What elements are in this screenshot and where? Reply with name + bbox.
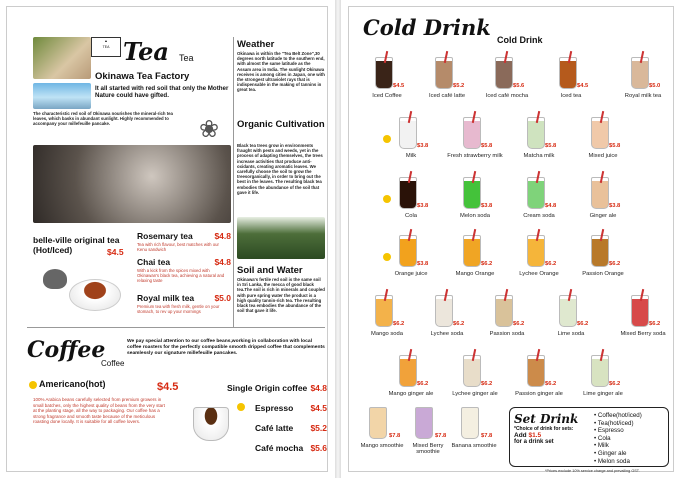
tea-title: Tea: [123, 37, 169, 66]
set-drink-option-label: Coffee(hot/iced): [597, 412, 642, 419]
set-drink-option: [594, 427, 642, 435]
bullet-icon: •: [594, 434, 598, 442]
tea-coffee-page: [6, 6, 328, 472]
drink-price: $5.8: [609, 143, 621, 149]
americano-desc: 100% Arabica beans carefully selected from premium growers in small batches, only the highest quality of beans from the very start at the planting stage, all the way to packaging. Our coffee has a strong fragrance and smooth taste because of the meticulous roasting done locally. It is suitable for all coffee lovers.: [33, 397, 165, 425]
smoothie-price: $7.8: [389, 433, 401, 439]
drink-price: $6.2: [513, 321, 525, 327]
drink-item: [611, 55, 675, 121]
drink-price: $6.2: [453, 321, 465, 327]
drink-price: $6.2: [577, 321, 589, 327]
tea-plantation-photo: [237, 217, 325, 259]
drink-price: $6.2: [417, 381, 429, 387]
set-drink-option: [594, 412, 642, 420]
smoothie-item: [451, 405, 497, 471]
coffee-intro: We pay special attention to our coffee beans,working in collaboration with local coffee roasters for the perfectly compatible smooth dripped coffee that complements seamlessly our signature millefeuille pancakes.: [127, 339, 325, 356]
set-drink-box: [509, 407, 669, 467]
bullet-icon: •: [594, 457, 598, 465]
drink-name: Cola: [405, 213, 417, 219]
page-fold: [335, 0, 341, 478]
drink-price: $6.2: [481, 381, 493, 387]
set-drink-option-label: Cola: [597, 434, 611, 442]
bullet-icon: •: [594, 419, 598, 427]
smoothie-item: [405, 405, 451, 471]
item-price: $5.0: [214, 293, 231, 303]
drink-price: $4.5: [393, 83, 405, 89]
coffee-item-latte: [251, 423, 327, 433]
drink-price: $6.2: [545, 381, 557, 387]
coffee-title: Coffee: [27, 337, 106, 363]
weather-heading: Weather: [237, 39, 275, 50]
coffee-cup-photo: [187, 403, 237, 453]
item-desc: Premium tea with fresh milk, gentle on your stomach, to rev up your mornings: [137, 304, 220, 315]
bullet-icon: •: [594, 449, 598, 457]
set-drink-options: [594, 412, 642, 465]
drink-name: Milk: [405, 153, 417, 159]
smoothie-price: $7.8: [435, 433, 447, 439]
item-name: Chai tea: [137, 257, 171, 267]
item-desc: Tea with rich flavour, best matches with our Kenu sandwich: [137, 242, 219, 253]
drink-price: $3.8: [417, 143, 429, 149]
set-drink-price: $1.5: [528, 432, 542, 439]
drink-item: [475, 293, 539, 359]
drink-price: $3.8: [609, 203, 621, 209]
coffee-subtitle: Coffee: [101, 359, 125, 368]
drink-item: [475, 55, 539, 121]
coffee-item-espresso: [251, 403, 327, 413]
item-price: $4.5: [310, 403, 327, 413]
coffee-item-mocha: [251, 443, 327, 453]
drink-name: Melon soda: [460, 213, 490, 219]
drink-item: [539, 55, 603, 121]
drink-item: [415, 55, 479, 121]
factory-intro: The characteristic red soil of Okinawa nourishes the mineral-rich tea leaves, which basks in abundant sunlight. Highly recommended to accompany your millefeuille pancake.: [33, 111, 173, 127]
drink-price: $3.8: [481, 203, 493, 209]
drink-price: $5.2: [453, 83, 465, 89]
item-name: Rosemary tea: [137, 231, 193, 241]
drink-name: Cream soda: [523, 213, 555, 219]
smoothie-glass-icon: [415, 407, 433, 439]
smoothie-price: $7.8: [481, 433, 493, 439]
cold-drink-page: [348, 6, 674, 472]
drink-price: $4.8: [545, 203, 557, 209]
item-name: Espresso: [255, 403, 294, 413]
set-drink-title: Set Drink: [514, 412, 579, 426]
smoothie-glass-icon: [369, 407, 387, 439]
drink-name: Iced café mocha: [485, 93, 529, 99]
coffee-item-single-origin: [227, 383, 327, 393]
drink-name: Mango ginger ale: [388, 391, 434, 397]
drink-name: Passion soda: [489, 331, 525, 337]
drink-price: $6.2: [609, 381, 621, 387]
tea-leaf-illustration: ❀: [198, 116, 220, 143]
drink-name: Orange juice: [394, 271, 428, 277]
drink-price: $6.2: [609, 261, 621, 267]
organic-text: Black tea trees grow in environments fraught with pests and weeds, yet in the process of adapting themselves, the trees increase activities that produce anti-oxidants, creating aromatic leaves. We carefully choose the soil to grow the treesorganically, in order to bring out the best in the leaves. The resulting black tea embodies the abundance of the soil that gave it life.: [237, 143, 323, 195]
drink-name: Mango Orange: [455, 271, 495, 277]
set-drink-option-label: Tea(hot/iced): [597, 419, 634, 427]
smoothie-item: [359, 405, 405, 471]
item-price: $4.8: [310, 383, 327, 393]
drink-item: [379, 233, 443, 299]
set-drink-option-label: Espresso: [597, 427, 624, 435]
drink-name: Iced tea: [560, 93, 582, 99]
cold-drink-title: Cold Drink: [363, 15, 491, 40]
drink-price: $5.8: [545, 143, 557, 149]
teapot-icon: [43, 269, 67, 289]
drink-name: Ginger ale: [589, 213, 617, 219]
drink-name: Mango soda: [371, 331, 403, 337]
item-price: $4.8: [214, 257, 231, 267]
drink-name: Passion ginger ale: [515, 391, 563, 397]
item-name: Single Origin coffee: [227, 383, 308, 393]
drink-item: [443, 233, 507, 299]
smoothie-name: Mango smoothie: [360, 443, 404, 449]
tea-divider: [233, 37, 234, 327]
set-drink-option: [594, 435, 642, 443]
drink-name: Matcha milk: [523, 153, 555, 159]
drink-price: $4.5: [577, 83, 589, 89]
new-badge-icon: [237, 403, 245, 411]
drink-name: Lychee Orange: [519, 271, 559, 277]
coffee-bean-icon: [29, 381, 37, 389]
drink-name: Lychee ginger ale: [452, 391, 498, 397]
smoothie-name: Banana smoothie: [451, 443, 497, 449]
tea-pouring-photo: [33, 145, 231, 223]
drink-price: $3.8: [417, 261, 429, 267]
drink-price: $6.2: [393, 321, 405, 327]
item-price: $5.2: [310, 423, 327, 433]
item-price: $4.8: [214, 231, 231, 241]
cold-drink-subtitle: Cold Drink: [497, 35, 543, 45]
americano-name: Americano(hot): [39, 379, 106, 389]
price-footnote: *Prices exclude 10% service charge and prevailing GST.: [545, 469, 640, 473]
smoothie-glass-icon: [461, 407, 479, 439]
set-drink-option-label: Melon soda: [597, 457, 630, 465]
drink-name: Iced Coffee: [372, 93, 402, 99]
item-name: Café mocha: [255, 443, 304, 453]
set-drink-option: [594, 442, 642, 450]
bullet-icon: •: [594, 427, 598, 435]
drink-name: Passion Orange: [582, 271, 624, 277]
drink-name: Iced café latte: [428, 93, 466, 99]
teapot-cup-photo: [43, 263, 129, 317]
drink-price: $5.8: [481, 143, 493, 149]
bullet-icon: •: [594, 412, 598, 419]
drink-price: $6.2: [481, 261, 493, 267]
original-tea-name: belle-ville original tea (Hot/Iced): [33, 235, 120, 255]
drink-name: Lychee soda: [430, 331, 464, 337]
tea-leaf-hands-photo: [33, 37, 91, 79]
drink-price: $3.8: [417, 203, 429, 209]
organic-heading: Organic Cultivation: [237, 119, 325, 130]
soil-heading: Soil and Water: [237, 265, 303, 276]
set-drink-add: Add: [514, 432, 527, 439]
tea-coffee-divider: [27, 327, 325, 328]
soil-text: Okinawa's fertile red soil is the same soil in Sri Lanka, the mecca of good black tea.The soil is rich in minerals and coupled with pure spring water the product is a high quality tannin-rich tea. The resulting black tea embodies the abundance of the soil that gave it life.: [237, 277, 325, 314]
drink-name: Royal milk tea: [624, 93, 662, 99]
set-drink-choice: *Choice of drink for sets:: [514, 426, 574, 432]
drink-item: [415, 293, 479, 359]
item-name: Royal milk tea: [137, 293, 195, 303]
drink-price: $6.2: [649, 321, 661, 327]
drink-name: Mixed juice: [588, 153, 618, 159]
factory-tagline: It all started with red soil that only the Mother Nature could have gifted.: [95, 85, 229, 99]
new-badge-icon: [383, 253, 391, 261]
drink-item: [507, 233, 571, 299]
drink-item: [611, 293, 675, 359]
drink-name: Fresh strawberry milk: [447, 153, 503, 159]
set-drink-for: for a drink set: [514, 439, 554, 445]
coffee-cup-icon: [193, 407, 229, 441]
set-drink-option: [594, 458, 642, 466]
set-drink-option: [594, 420, 642, 428]
teacup-icon: [69, 279, 121, 311]
drink-item: [539, 293, 603, 359]
tea-field-photo: [33, 83, 91, 109]
original-tea-price: $4.5: [107, 247, 124, 257]
drink-price: $6.2: [545, 261, 557, 267]
weather-text: Okinawa is within the "Tea Belt Zone",30 degrees north latitude to the southern end, with almost the same latitude as the Assam area in India. The sunlight Okinawa receives is among cities in Japan, one with the strongest ultraviolet rays that is indispensable in the making of tannins in great tea.: [237, 51, 325, 93]
bullet-icon: •: [594, 442, 598, 450]
tea-subtitle: Tea: [179, 53, 194, 63]
new-badge-icon: [383, 195, 391, 203]
item-desc: With a kick from the spices mixed with Okinawan's black tea, achieving a natural and relaxing taste: [137, 268, 225, 284]
item-price: $5.6: [310, 443, 327, 453]
smoothie-name: Mixed Berry smoothie: [412, 443, 444, 455]
drink-price: $5.0: [649, 83, 661, 89]
set-drink-option: [594, 450, 642, 458]
drink-item: [571, 233, 635, 299]
factory-logo: ▲ TEA: [91, 37, 121, 57]
drink-price: $5.6: [513, 83, 525, 89]
drink-name: Mixed Berry soda: [620, 331, 666, 337]
set-drink-option-label: Milk: [597, 442, 609, 450]
drink-name: Lime soda: [557, 331, 585, 337]
item-name: Café latte: [255, 423, 294, 433]
americano-price: $4.5: [157, 381, 179, 393]
factory-title: Okinawa Tea Factory: [95, 71, 190, 82]
set-drink-option-label: Ginger ale: [597, 449, 627, 457]
new-badge-icon: [383, 135, 391, 143]
drink-name: Lime ginger ale: [583, 391, 623, 397]
